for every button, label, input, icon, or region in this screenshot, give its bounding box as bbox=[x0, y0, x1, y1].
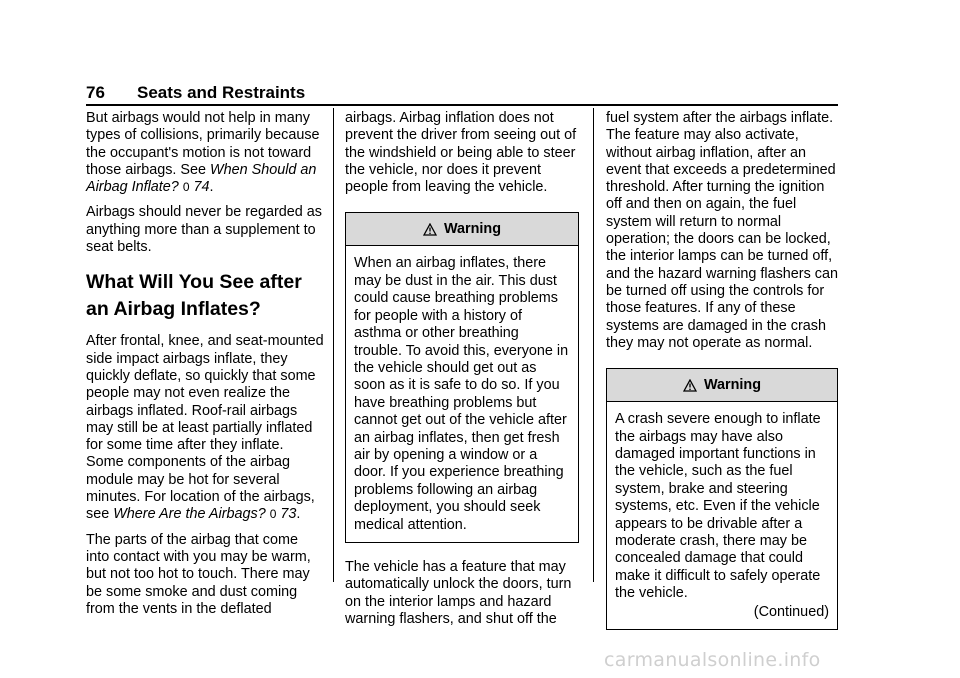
warning-title: Warning bbox=[443, 220, 502, 237]
paragraph: After frontal, knee, and seat-mounted side impact airbags inflate, they quickly deflate, so quickly that some people may not even realize the airbags inflated. Roof-rail airbags may still be at least partially inflated for some time after they inflate. Some components of the airbag module may be hot for several minutes. For location of the airbags, see Where Are the Airbags? 0 73. bbox=[86, 333, 324, 523]
page-ref-arrow-icon: 0 bbox=[269, 507, 277, 522]
page-number: 76 bbox=[86, 83, 105, 102]
paragraph: Airbags should never be regarded as anything more than a supplement to seat belts. bbox=[86, 204, 322, 256]
paragraph: The parts of the airbag that come into contact with you may be warm, but not too hot to touch. There may be some smoke and dust coming from the vents in the deflated bbox=[86, 531, 311, 617]
warning-title: Warning bbox=[703, 376, 762, 393]
page-ref-arrow-icon: 0 bbox=[182, 180, 190, 195]
warning-box bbox=[606, 368, 838, 630]
column-divider-2 bbox=[593, 108, 594, 582]
warning-box bbox=[345, 212, 579, 543]
header-rule bbox=[86, 104, 838, 106]
paragraph: But airbags would not help in many types of collisions, primarily because the occupant's motion is not toward those airbags. See When Should an Airbag Inflate? 0 74. bbox=[86, 110, 320, 196]
paragraph: fuel system after the airbags inflate. The feature may also activate, without airbag inflation, after an event that exceeds a predetermined threshold. After turning the ignition off and then on again, the fuel system will return to normal operation; the doors can be locked, the interior lamps can be turned off, and the hazard warning flashers can be turned off using the controls for those features. If any of these systems are damaged in the crash they may not operate as normal. bbox=[606, 110, 838, 351]
column-3 bbox=[606, 110, 838, 630]
cross-reference-link[interactable]: Where Are the Airbags? 0 73 bbox=[113, 506, 297, 523]
cross-reference-link[interactable]: When Should an Airbag Inflate? 0 74 bbox=[86, 161, 317, 196]
section-heading: What Will You See after an Airbag Inflates? bbox=[86, 271, 302, 321]
page-header bbox=[86, 83, 838, 105]
paragraph: airbags. Airbag inflation does not prevent the driver from seeing out of the windshield or being able to steer the vehicle, nor does it prevent people from leaving the vehicle. bbox=[345, 110, 577, 196]
paragraph: The vehicle has a feature that may automatically unlock the doors, turn on the interior lamps and hazard warning flashers, and shut off the bbox=[345, 558, 572, 627]
watermark: carmanualsonline.info bbox=[604, 649, 821, 671]
continued-label: (Continued) bbox=[753, 603, 829, 620]
column-divider-1 bbox=[333, 108, 334, 582]
warning-text: When an airbag inflates, there may be dust in the air. This dust could cause breathing problems for people with a history of asthma or other breathing trouble. To avoid this, everyone in the vehicle should get out as soon as it is safe to do so. If you have breathing problems but cannot get out of the vehicle after an airbag inflates, then get fresh air by opening a window or a door. If you experience breathing problems following an airbag deployment, you should seek medical attention. bbox=[354, 255, 569, 533]
warning-text: A crash severe enough to inflate the airbags may have also damaged important functions in the vehicle, such as the fuel system, brake and steering systems, etc. Even if the vehicle appears to be drivable after a moderate crash, there may be concealed damage that could make it difficult to safely operate the vehicle. (Continued) bbox=[615, 411, 829, 620]
column-2 bbox=[345, 110, 579, 636]
section-title: Seats and Restraints bbox=[137, 83, 306, 102]
warning-header bbox=[607, 369, 837, 402]
warning-triangle-icon bbox=[423, 223, 437, 236]
warning-header bbox=[346, 213, 578, 246]
column-1 bbox=[86, 110, 324, 626]
warning-triangle-icon bbox=[683, 379, 697, 392]
